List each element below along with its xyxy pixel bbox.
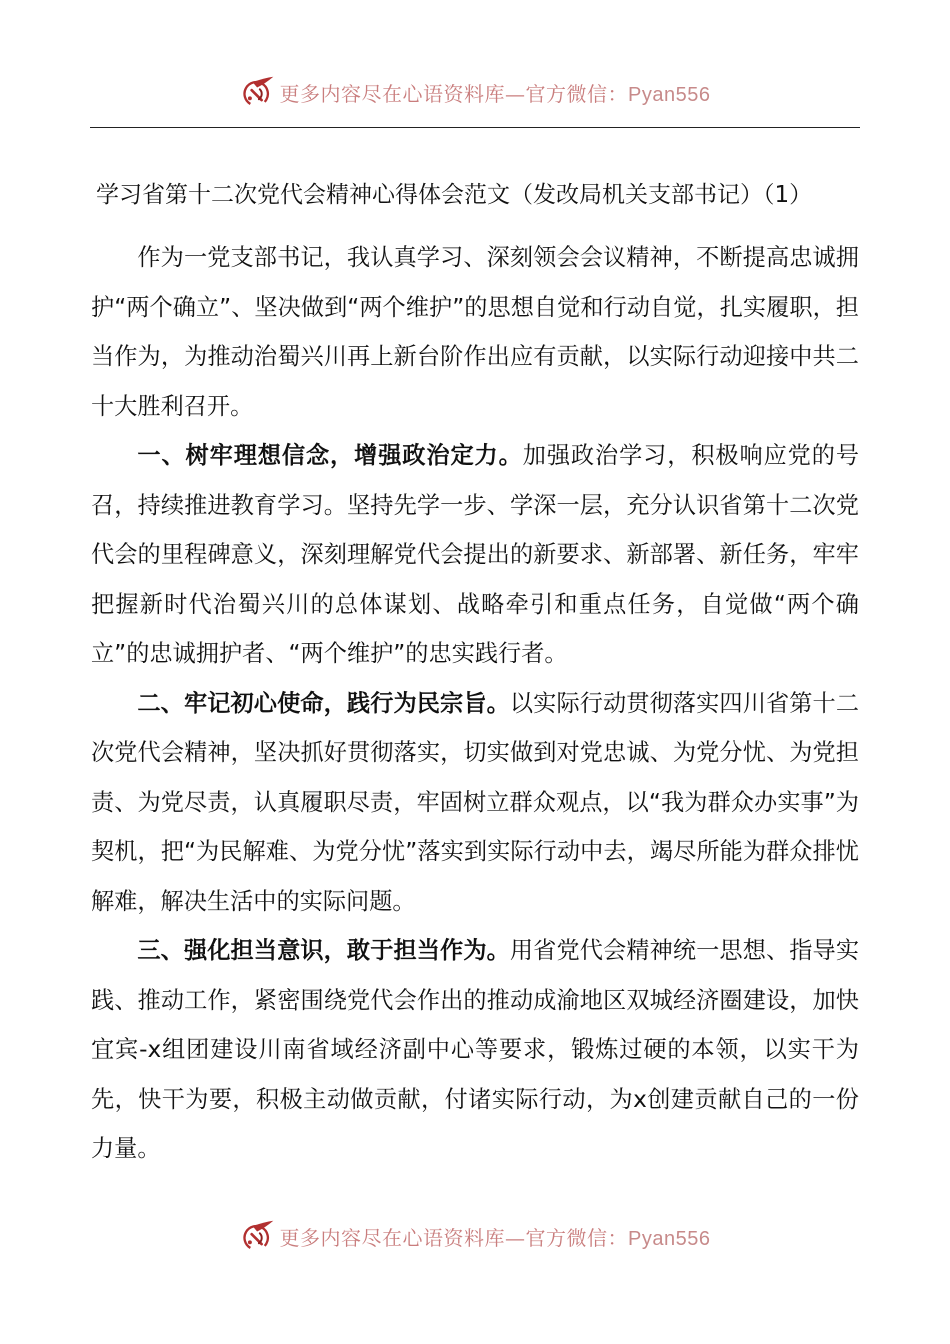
- header-divider: [90, 127, 860, 128]
- document-body: [91, 233, 859, 1174]
- section-text-3: 用省党代会精神统一思想、指导实践、推动工作，紧密围绕党代会作出的推动成渝地区双城经济圈建设，加快宜宾-x组团建设川南省域经济副中心等要求，锻炼过硬的本领，以实干为先，快干为要，积极主动做贡献，付诸实际行动，为x创建贡献自己的一份力量。: [91, 937, 860, 1162]
- watermark-wechat-id: Pyan556: [628, 83, 711, 106]
- footer-watermark: [0, 1216, 950, 1256]
- watermark-wechat-id: Pyan556: [628, 1227, 711, 1250]
- section-paragraph-1: [91, 431, 859, 679]
- watermark-slogan: 更多内容尽在心语资料库—官方微信：: [279, 81, 629, 106]
- section-heading-1: 一、树牢理想信念，增强政治定力。: [137, 442, 523, 469]
- watermark-slogan: 更多内容尽在心语资料库—官方微信：: [279, 1225, 629, 1250]
- calligraphy-brush-logo-icon: [240, 74, 276, 110]
- section-heading-2: 二、牢记初心使命，践行为民宗旨。: [137, 689, 510, 717]
- section-paragraph-3: [91, 926, 859, 1174]
- intro-paragraph: 作为一党支部书记，我认真学习、深刻领会会议精神，不断提高忠诚拥护“两个确立”、坚决做到“两个维护”的思想自觉和行动自觉，扎实履职，担当作为，为推动治蜀兴川再上新台阶作出应有贡献，以实际行动迎接中共二十大胜利召开。: [91, 244, 859, 420]
- document-title: 学习省第十二次党代会精神心得体会范文（发改局机关支部书记）（1）: [96, 182, 813, 208]
- section-text-1: 加强政治学习，积极响应党的号召，持续推进教育学习。坚持先学一步、学深一层，充分认识省第十二次党代会的里程碑意义，深刻理解党代会提出的新要求、新部署、新任务，牢牢把握新时代治蜀兴川的总体谋划、战略牵引和重点任务，自觉做“两个确立”的忠诚拥护者、“两个维护”的忠实践行者。: [91, 442, 860, 667]
- section-heading-3: 三、强化担当意识，敢于担当作为。: [137, 937, 510, 964]
- watermark-text: [280, 78, 711, 107]
- calligraphy-brush-logo-icon: [240, 1218, 276, 1254]
- watermark-text: [280, 1222, 711, 1251]
- header-watermark: [0, 72, 950, 112]
- section-paragraph-2: [91, 679, 859, 927]
- section-text-2: 以实际行动贯彻落实四川省第十二次党代会精神，坚决抓好贯彻落实，切实做到对党忠诚、为党分忧、为党担责、为党尽责，认真履职尽责，牢固树立群众观点，以“我为群众办实事”为契机，把“为民解难、为党分忧”落实到实际行动中去，竭尽所能为群众排忧解难，解决生活中的实际问题。: [91, 689, 860, 915]
